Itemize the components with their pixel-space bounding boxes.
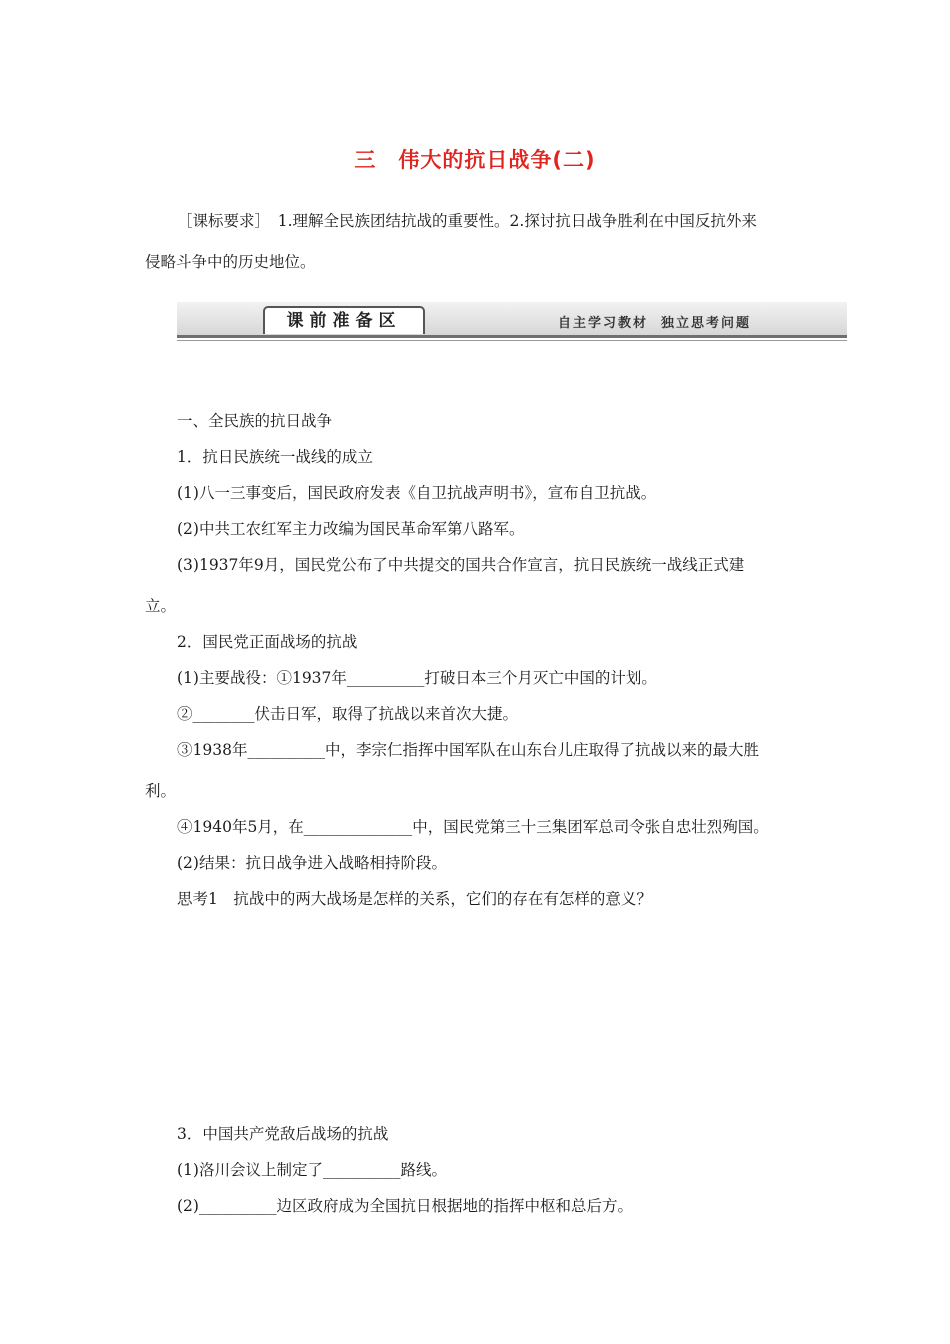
section-banner (177, 302, 847, 338)
section-2-item-3-line1: ③1938年__________中，李宗仁指挥中国军队在山东台儿庄取得了抗战以来的最大胜 (177, 741, 759, 759)
page-title: 三 伟大的抗日战争(二) (354, 148, 596, 172)
section-banner-subtitle: 自主学习教材 独立思考问题 (557, 316, 751, 331)
section-2-item-3-line2: 利。 (145, 782, 177, 800)
section-1-item-3-line1: (3)1937年9月，国民党公布了中共提交的国共合作宣言，抗日民族统一战线正式建 (177, 556, 745, 574)
section-1-title: 1．抗日民族统一战线的成立 (177, 448, 373, 466)
section-1-item-3-line2: 立。 (145, 597, 177, 615)
section-1-item-2: (2)中共工农红军主力改编为国民革命军第八路军。 (177, 520, 525, 538)
section-2-result: (2)结果：抗日战争进入战略相持阶段。 (177, 854, 447, 872)
section-1-item-1: (1)八一三事变后，国民政府发表《自卫抗战声明书》，宣布自卫抗战。 (177, 484, 657, 502)
think-question-1: 思考1 抗战中的两大战场是怎样的关系，它们的存在有怎样的意义？ (177, 890, 652, 908)
section-2-item-1: (1)主要战役：①1937年__________打破日本三个月灭亡中国的计划。 (177, 669, 657, 687)
section-banner-tab: 课前准备区 (263, 306, 425, 334)
curriculum-requirement-line1: ［课标要求］ 1.理解全民族团结抗战的重要性。2.探讨抗日战争胜利在中国反抗外来 (177, 212, 757, 230)
section-3-title: 3．中国共产党敌后战场的抗战 (177, 1125, 389, 1143)
section-3-item-1: (1)洛川会议上制定了__________路线。 (177, 1161, 447, 1179)
heading-1: 一、全民族的抗日战争 (177, 412, 333, 430)
curriculum-requirement-line2: 侵略斗争中的历史地位。 (145, 253, 316, 271)
section-3-item-2: (2)__________边区政府成为全国抗日根据地的指挥中枢和总后方。 (177, 1197, 633, 1215)
section-2-item-4: ④1940年5月，在______________中，国民党第三十三集团军总司令张自忠壮烈殉国。 (177, 818, 769, 836)
section-2-title: 2．国民党正面战场的抗战 (177, 633, 358, 651)
section-2-item-2: ②________伏击日军，取得了抗战以来首次大捷。 (177, 705, 519, 723)
